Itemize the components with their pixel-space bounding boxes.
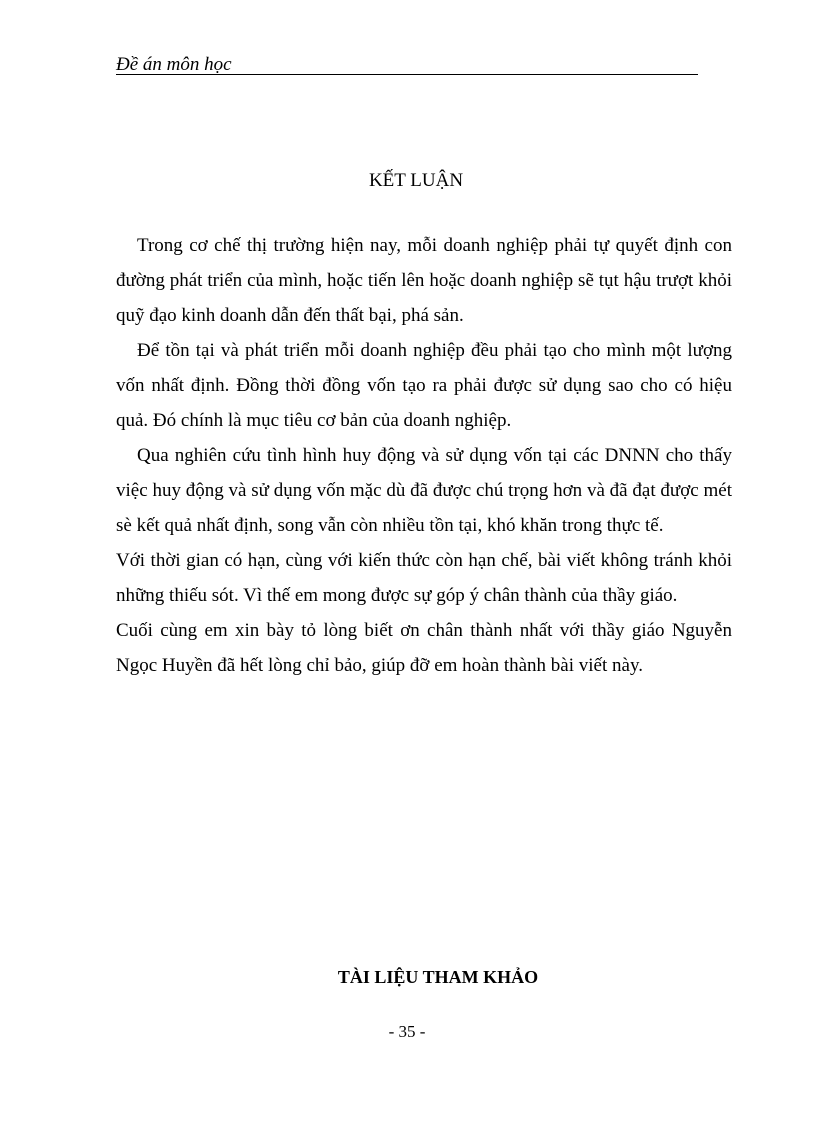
page-number: - 35 - bbox=[388, 1022, 426, 1041]
paragraph-3: Qua nghiên cứu tình hình huy động và sử dụng vốn tại các DNNN cho thấy việc huy động và sử dụng vốn mặc dù đã được chú trọng hơn và đã đạt được mét sè kết quả nhất định, song vẫn còn nhiều tồn tại, khó khăn trong thực tế. bbox=[116, 445, 732, 536]
paragraph-5: Cuối cùng em xin bày tỏ lòng biết ơn chân thành nhất với thầy giáo Nguyễn Ngọc Huyền đã hết lòng chỉ bảo, giúp đỡ em hoàn thành bài viết này. bbox=[116, 620, 732, 676]
page-header bbox=[116, 52, 698, 75]
paragraph-1: Trong cơ chế thị trường hiện nay, mỗi doanh nghiệp phải tự quyết định con đường phát triển của mình, hoặc tiến lên hoặc doanh nghiệp sẽ tụt hậu trượt khỏi quỹ đạo kinh doanh dẫn đến thất bại, phá sản. bbox=[116, 235, 732, 326]
paragraph-2: Để tồn tại và phát triển mỗi doanh nghiệp đều phải tạo cho mình một lượng vốn nhất định. Đồng thời đồng vốn tạo ra phải được sử dụng sao cho có hiệu quả. Đó chính là mục tiêu cơ bản của doanh nghiệp. bbox=[116, 340, 732, 431]
paragraph-4: Với thời gian có hạn, cùng với kiến thức còn hạn chế, bài viết không tránh khỏi những thiếu sót. Vì thế em mong được sự góp ý chân thành của thầy giáo. bbox=[116, 550, 732, 606]
section-title: KẾT LUẬN bbox=[368, 170, 464, 191]
body-text bbox=[116, 228, 732, 683]
references-title: TÀI LIỆU THAM KHẢO bbox=[337, 967, 539, 987]
header-text: Đề án môn học bbox=[116, 54, 232, 75]
